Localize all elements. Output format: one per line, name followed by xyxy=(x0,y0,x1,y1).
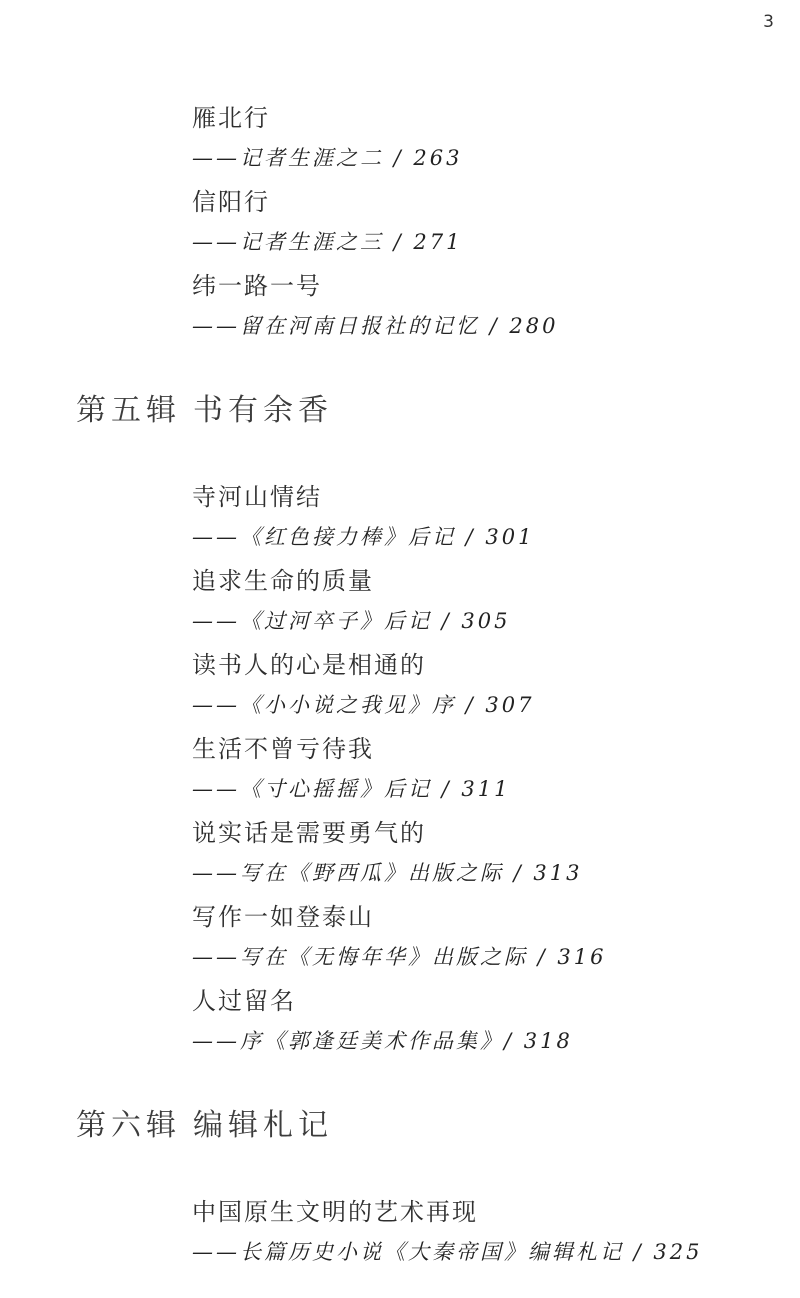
section-title: 书有余香 xyxy=(193,393,333,428)
toc-entry-subtitle: ——写在《无悔年华》出版之际 / 316 xyxy=(192,945,607,969)
toc-entry xyxy=(0,977,800,1061)
toc-entry-subtitle: ——《过河卒子》后记 / 305 xyxy=(192,609,511,633)
toc-entry-title: 写作一如登泰山 xyxy=(192,902,374,931)
toc-entry xyxy=(0,557,800,641)
toc-entry-title: 寺河山情结 xyxy=(192,482,322,511)
toc-entry xyxy=(0,473,800,557)
toc-entry xyxy=(0,725,800,809)
section-title: 编辑札记 xyxy=(193,1108,333,1143)
toc-entry-group-leading xyxy=(0,94,800,346)
section-label: 第六辑 xyxy=(76,1108,181,1143)
section-heading-6 xyxy=(0,1101,800,1143)
toc-entry-title: 信阳行 xyxy=(192,187,270,216)
toc-entry xyxy=(0,641,800,725)
toc-entry-subtitle: ——序《郭逢廷美术作品集》/ 318 xyxy=(192,1029,573,1053)
toc-entry-subtitle: ——记者生涯之三 / 271 xyxy=(192,230,463,254)
toc-entry-group-section-5 xyxy=(0,473,800,1061)
toc-entry-group-section-6 xyxy=(0,1188,800,1272)
toc-entry xyxy=(0,178,800,262)
toc-entry-title: 追求生命的质量 xyxy=(192,566,374,595)
section-label: 第五辑 xyxy=(76,393,181,428)
toc-entry xyxy=(0,893,800,977)
toc-entry xyxy=(0,809,800,893)
toc-entry-subtitle: ——长篇历史小说《大秦帝国》编辑札记 / 325 xyxy=(192,1240,703,1264)
toc-entry xyxy=(0,1188,800,1272)
toc-entry-subtitle: ——《小小说之我见》序 / 307 xyxy=(192,693,535,717)
section-heading-5 xyxy=(0,386,800,428)
toc-entry-title: 雁北行 xyxy=(192,103,270,132)
toc-entry-subtitle: ——《红色接力棒》后记 / 301 xyxy=(192,525,535,549)
toc-entry-title: 读书人的心是相通的 xyxy=(192,650,426,679)
toc-entry-title: 纬一路一号 xyxy=(192,271,322,300)
toc-entry-title: 中国原生文明的艺术再现 xyxy=(192,1197,478,1226)
toc-entry-title: 人过留名 xyxy=(192,986,296,1015)
toc-entry-title: 说实话是需要勇气的 xyxy=(192,818,426,847)
toc-entry xyxy=(0,94,800,178)
toc-entry-subtitle: ——留在河南日报社的记忆 / 280 xyxy=(192,314,559,338)
toc-entry-subtitle: ——《寸心摇摇》后记 / 311 xyxy=(192,777,511,801)
page-number: 3 xyxy=(763,12,774,32)
toc-entry-subtitle: ——记者生涯之二 / 263 xyxy=(192,146,463,170)
toc-entry-subtitle: ——写在《野西瓜》出版之际 / 313 xyxy=(192,861,583,885)
toc-entry xyxy=(0,262,800,346)
toc-entry-title: 生活不曾亏待我 xyxy=(192,734,374,763)
